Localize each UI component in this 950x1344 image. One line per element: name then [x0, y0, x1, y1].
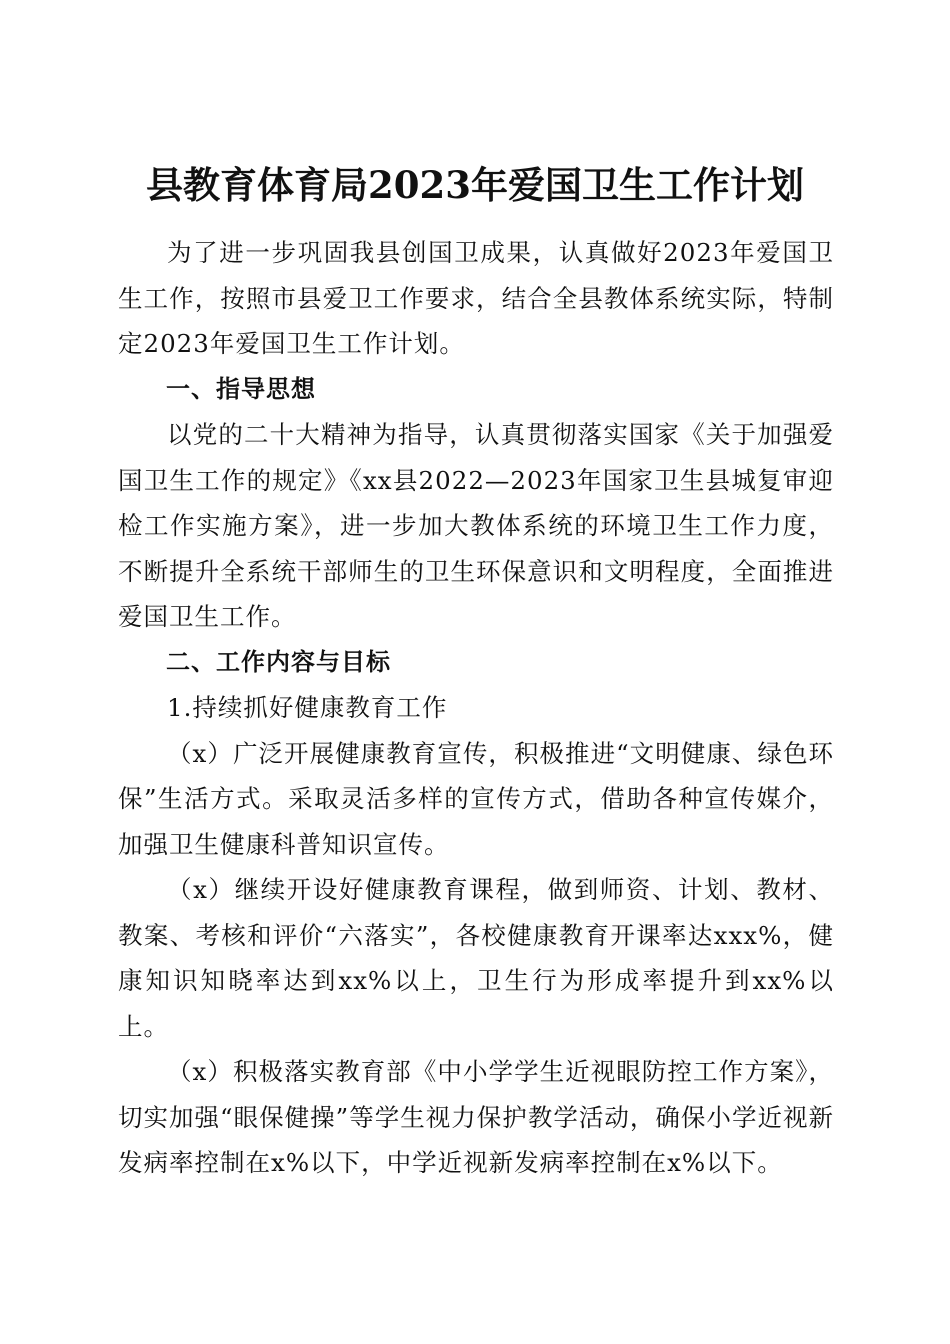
section-heading-guiding-ideology: 一、指导思想 — [166, 374, 316, 403]
list-item: （x）继续开设好健康教育课程，做到师资、计划、教材、教案、考核和评价“六落实”，各校健康教育开课率达xxx%，健康知识知晓率达到xx%以上，卫生行为形成率提升到xx%以上。 — [118, 875, 834, 1041]
subsection-heading-health-education: 1.持续抓好健康教育工作 — [167, 693, 448, 722]
list-item: （x）广泛开展健康教育宣传，积极推进“文明健康、绿色环保”生活方式。采取灵活多样的宣传方式，借助各种宣传媒介，加强卫生健康科普知识宣传。 — [118, 738, 834, 859]
document-body — [118, 230, 834, 1186]
document-title: 县教育体育局2023年爱国卫生工作计划 — [146, 162, 804, 207]
section-heading-work-content: 二、工作内容与目标 — [166, 647, 391, 676]
intro-paragraph: 为了进一步巩固我县创国卫成果，认真做好2023年爱国卫生工作，按照市县爱卫工作要求，结合全县教体系统实际，特制定2023年爱国卫生工作计划。 — [118, 238, 834, 358]
list-item: （x）积极落实教育部《中小学学生近视眼防控工作方案》，切实加强“眼保健操”等学生视力保护教学活动，确保小学近视新发病率控制在x%以下，中学近视新发病率控制在x%以下。 — [118, 1057, 834, 1177]
guiding-ideology-paragraph: 以党的二十大精神为指导，认真贯彻落实国家《关于加强爱国卫生工作的规定》《xx县2022—2023年国家卫生县城复审迎检工作实施方案》，进一步加大教体系统的环境卫生工作力度，不断提升全系统干部师生的卫生环保意识和文明程度，全面推进爱国卫生工作。 — [118, 420, 834, 631]
